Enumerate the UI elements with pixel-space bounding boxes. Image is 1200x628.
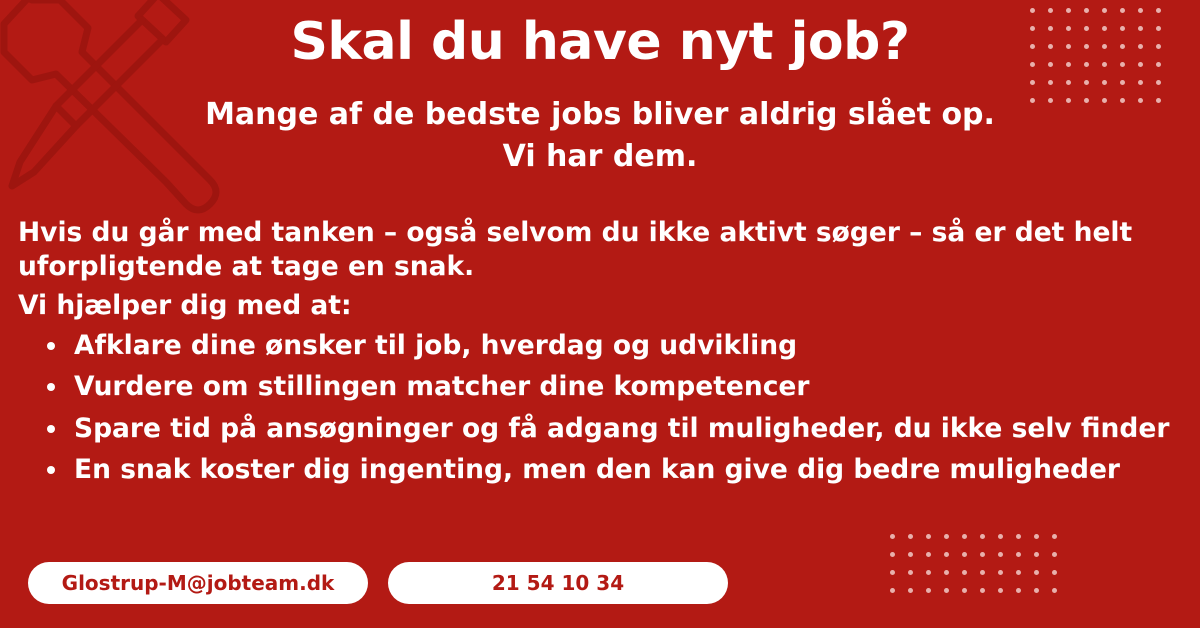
list-item: • Vurdere om stillingen matcher dine kompetencer — [70, 370, 1183, 403]
subheadline-line-2: Vi har dem. — [502, 139, 698, 174]
list-item: • Spare tid på ansøgninger og få adgang til muligheder, du ikke selv finder — [70, 412, 1183, 445]
contact-phone-pill[interactable]: 21 54 10 34 — [388, 562, 728, 604]
poster-headline: Skal du have nyt job? — [290, 12, 910, 72]
contact-email-pill[interactable]: Glostrup-M@jobteam.dk — [28, 562, 368, 604]
poster-body — [18, 216, 1183, 494]
benefit-list — [18, 329, 1183, 486]
poster-subheadline — [0, 94, 1200, 178]
dot-grid-bottom-right — [890, 534, 1070, 606]
list-item: • En snak koster dig ingenting, men den kan give dig bedre muligheder — [70, 453, 1183, 486]
subheadline-line-1: Mange af de bedste jobs bliver aldrig slået op. — [205, 97, 995, 132]
list-intro: Vi hjælper dig med at: — [18, 289, 352, 321]
intro-paragraph: Hvis du går med tanken – også selvom du ikke aktivt søger – så er det helt uforpligtende at tage en snak. — [18, 217, 1133, 283]
list-item: • Afklare dine ønsker til job, hverdag og udvikling — [70, 329, 1183, 362]
